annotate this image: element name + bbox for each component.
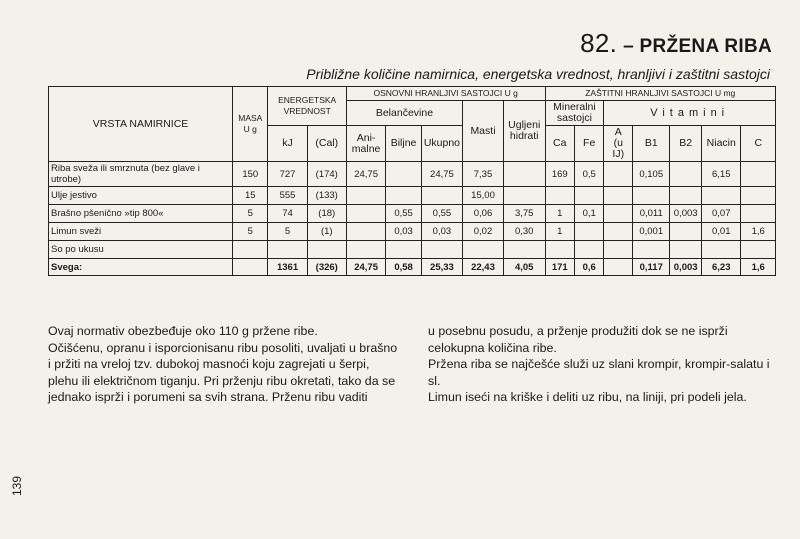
- cell-ukupno: 0,55: [421, 205, 462, 223]
- cell-b1: [633, 241, 670, 259]
- cell-ukupno: [421, 187, 462, 205]
- cell-ukupno: 0,03: [421, 223, 462, 241]
- cell-masti: 15,00: [463, 187, 504, 205]
- cell-fe: [575, 223, 604, 241]
- cell-ca: 169: [545, 162, 575, 187]
- cell-niacin: 6,15: [702, 162, 741, 187]
- cell-ca: [545, 187, 575, 205]
- cell-masti: 22,43: [463, 259, 504, 276]
- col-header-b2: B2: [670, 126, 702, 162]
- cell-animalne: [346, 187, 385, 205]
- cell-cal: (326): [307, 259, 346, 276]
- recipe-number: 82.: [580, 28, 618, 58]
- cell-niacin: 0,07: [702, 205, 741, 223]
- paragraph: Limun iseći na kriške i deliti uz ribu, na liniji, pri podeli jela.: [428, 390, 747, 405]
- cell-a: [604, 223, 633, 241]
- cell-masa: 15: [233, 187, 268, 205]
- cell-a: [604, 241, 633, 259]
- cell-animalne: [346, 241, 385, 259]
- cell-b1: 0,001: [633, 223, 670, 241]
- cell-cal: (1): [307, 223, 346, 241]
- cell-animalne: [346, 223, 385, 241]
- cell-b2: [670, 223, 702, 241]
- page-number: 139: [10, 475, 24, 496]
- table-row: [49, 187, 776, 205]
- col-header-kj: kJ: [268, 126, 307, 162]
- col-header-c: C: [741, 126, 776, 162]
- cell-kj: 727: [268, 162, 307, 187]
- cell-kj: 74: [268, 205, 307, 223]
- cell-ca: 1: [545, 223, 575, 241]
- cell-a: [604, 259, 633, 276]
- cell-kj: 555: [268, 187, 307, 205]
- recipe-title: [580, 28, 772, 59]
- a-unit: (u IJ): [612, 137, 625, 160]
- cell-kj: 1361: [268, 259, 307, 276]
- a-label: A: [614, 126, 622, 138]
- instructions-left-column: [48, 323, 403, 406]
- cell-b2: [670, 187, 702, 205]
- cell-fe: 0,6: [575, 259, 604, 276]
- cell-a: [604, 187, 633, 205]
- cell-animalne: 24,75: [346, 162, 385, 187]
- cell-name: Brašno pšenično »tip 800«: [49, 205, 233, 223]
- cell-ca: [545, 241, 575, 259]
- col-header-name: VRSTA NAMIRNICE: [49, 87, 233, 162]
- col-header-masa: [233, 87, 268, 162]
- paragraph: Očišćenu, opranu i isporcionisanu ribu posoliti, uvaljati u brašno i pržiti na vreloj tzv. dubokoj masnoći koju zagrejati u šerpi, plehu ili električnom tiganju. Pri prženju ribu okretati, tako da se jednako isprži i porumeni sa svih strana. Prženu ribu vaditi: [48, 340, 398, 405]
- cell-fe: 0,1: [575, 205, 604, 223]
- col-header-niacin: Niacin: [702, 126, 741, 162]
- cell-ugljeni: [503, 187, 545, 205]
- cell-masa: 150: [233, 162, 268, 187]
- cell-kj: 5: [268, 223, 307, 241]
- cell-c: [741, 205, 776, 223]
- cell-ca: 1: [545, 205, 575, 223]
- cell-biljne: [386, 162, 422, 187]
- col-header-cal: (Cal): [307, 126, 346, 162]
- cell-ugljeni: 3,75: [503, 205, 545, 223]
- cell-name: Limun sveži: [49, 223, 233, 241]
- cell-name: Riba sveža ili smrznuta (bez glave i utrobe): [49, 162, 233, 187]
- cell-masa: 5: [233, 205, 268, 223]
- table-row: [49, 223, 776, 241]
- paragraph: Pržena riba se najčešće služi uz slani krompir, krompir-salatu i sl.: [428, 357, 770, 388]
- cell-c: [741, 241, 776, 259]
- cell-fe: [575, 241, 604, 259]
- cell-b2: 0,003: [670, 205, 702, 223]
- cell-name: So po ukusu: [49, 241, 233, 259]
- cell-animalne: 24,75: [346, 259, 385, 276]
- cell-biljne: [386, 187, 422, 205]
- cell-niacin: [702, 241, 741, 259]
- col-header-ca: Ca: [545, 126, 575, 162]
- col-header-osnovni: OSNOVNI HRANLJIVI SASTOJCI U g: [346, 87, 545, 101]
- cell-biljne: [386, 241, 422, 259]
- recipe-name: – PRŽENA RIBA: [623, 36, 772, 57]
- table-row: [49, 241, 776, 259]
- cell-ukupno: [421, 241, 462, 259]
- cell-cal: (18): [307, 205, 346, 223]
- col-header-vitamini: Vitamini: [604, 101, 776, 126]
- cell-masti: [463, 241, 504, 259]
- cell-c: 1,6: [741, 223, 776, 241]
- cell-b2: [670, 162, 702, 187]
- cell-biljne: 0,55: [386, 205, 422, 223]
- cell-c: 1,6: [741, 259, 776, 276]
- paragraph: u posebnu posudu, a prženje produžiti dok se ne isprži celokupna količina ribe.: [428, 324, 728, 355]
- cell-masti: 7,35: [463, 162, 504, 187]
- col-header-zastitni: ZAŠTITNI HRANLJIVI SASTOJCI U mg: [545, 87, 776, 101]
- cell-b2: 0,003: [670, 259, 702, 276]
- col-header-b1: B1: [633, 126, 670, 162]
- cell-a: [604, 162, 633, 187]
- instructions-right-column: [428, 323, 773, 406]
- cell-b1: 0,011: [633, 205, 670, 223]
- masa-label: MASA: [238, 113, 263, 123]
- cell-ugljeni: 0,30: [503, 223, 545, 241]
- cell-ugljeni: 4,05: [503, 259, 545, 276]
- cell-c: [741, 162, 776, 187]
- cell-masti: 0,06: [463, 205, 504, 223]
- cell-masti: 0,02: [463, 223, 504, 241]
- nutrition-table: [48, 86, 776, 276]
- cell-cal: (174): [307, 162, 346, 187]
- recipe-subtitle: Približne količine namirnica, energetska vrednost, hranljivi i zaštitni sastojci: [306, 66, 770, 82]
- cell-b2: [670, 241, 702, 259]
- masa-unit: U g: [243, 124, 257, 134]
- table-row: [49, 205, 776, 223]
- cell-niacin: [702, 187, 741, 205]
- cell-animalne: [346, 205, 385, 223]
- cell-biljne: 0,03: [386, 223, 422, 241]
- cell-name: Svega:: [49, 259, 233, 276]
- cell-masa: [233, 241, 268, 259]
- col-header-ugljeni: Ugljeni hidrati: [503, 101, 545, 162]
- cell-niacin: 0,01: [702, 223, 741, 241]
- paragraph: Ovaj normativ obezbeđuje oko 110 g pržene ribe.: [48, 324, 318, 338]
- cell-kj: [268, 241, 307, 259]
- cell-masa: 5: [233, 223, 268, 241]
- col-header-a: [604, 126, 633, 162]
- cell-b1: 0,117: [633, 259, 670, 276]
- cell-ukupno: 24,75: [421, 162, 462, 187]
- col-header-masti: Masti: [463, 101, 504, 162]
- cell-biljne: 0,58: [386, 259, 422, 276]
- cell-cal: (133): [307, 187, 346, 205]
- cell-ukupno: 25,33: [421, 259, 462, 276]
- cell-c: [741, 187, 776, 205]
- col-header-energy: ENERGETSKA VREDNOST: [268, 87, 346, 126]
- cell-ugljeni: [503, 241, 545, 259]
- col-header-ukupno: Ukupno: [421, 126, 462, 162]
- cell-b1: 0,105: [633, 162, 670, 187]
- col-header-animalne: Ani-malne: [346, 126, 385, 162]
- cell-fe: [575, 187, 604, 205]
- cell-masa: [233, 259, 268, 276]
- table-row: [49, 162, 776, 187]
- col-header-mineralni: Mineralni sastojci: [545, 101, 604, 126]
- cell-fe: 0,5: [575, 162, 604, 187]
- col-header-fe: Fe: [575, 126, 604, 162]
- cell-ugljeni: [503, 162, 545, 187]
- col-header-belancevine: Belančevine: [346, 101, 462, 126]
- table-total-row: [49, 259, 776, 276]
- cell-name: Ulje jestivo: [49, 187, 233, 205]
- cell-ca: 171: [545, 259, 575, 276]
- col-header-biljne: Biljne: [386, 126, 422, 162]
- cell-cal: [307, 241, 346, 259]
- cell-niacin: 6,23: [702, 259, 741, 276]
- cell-b1: [633, 187, 670, 205]
- cell-a: [604, 205, 633, 223]
